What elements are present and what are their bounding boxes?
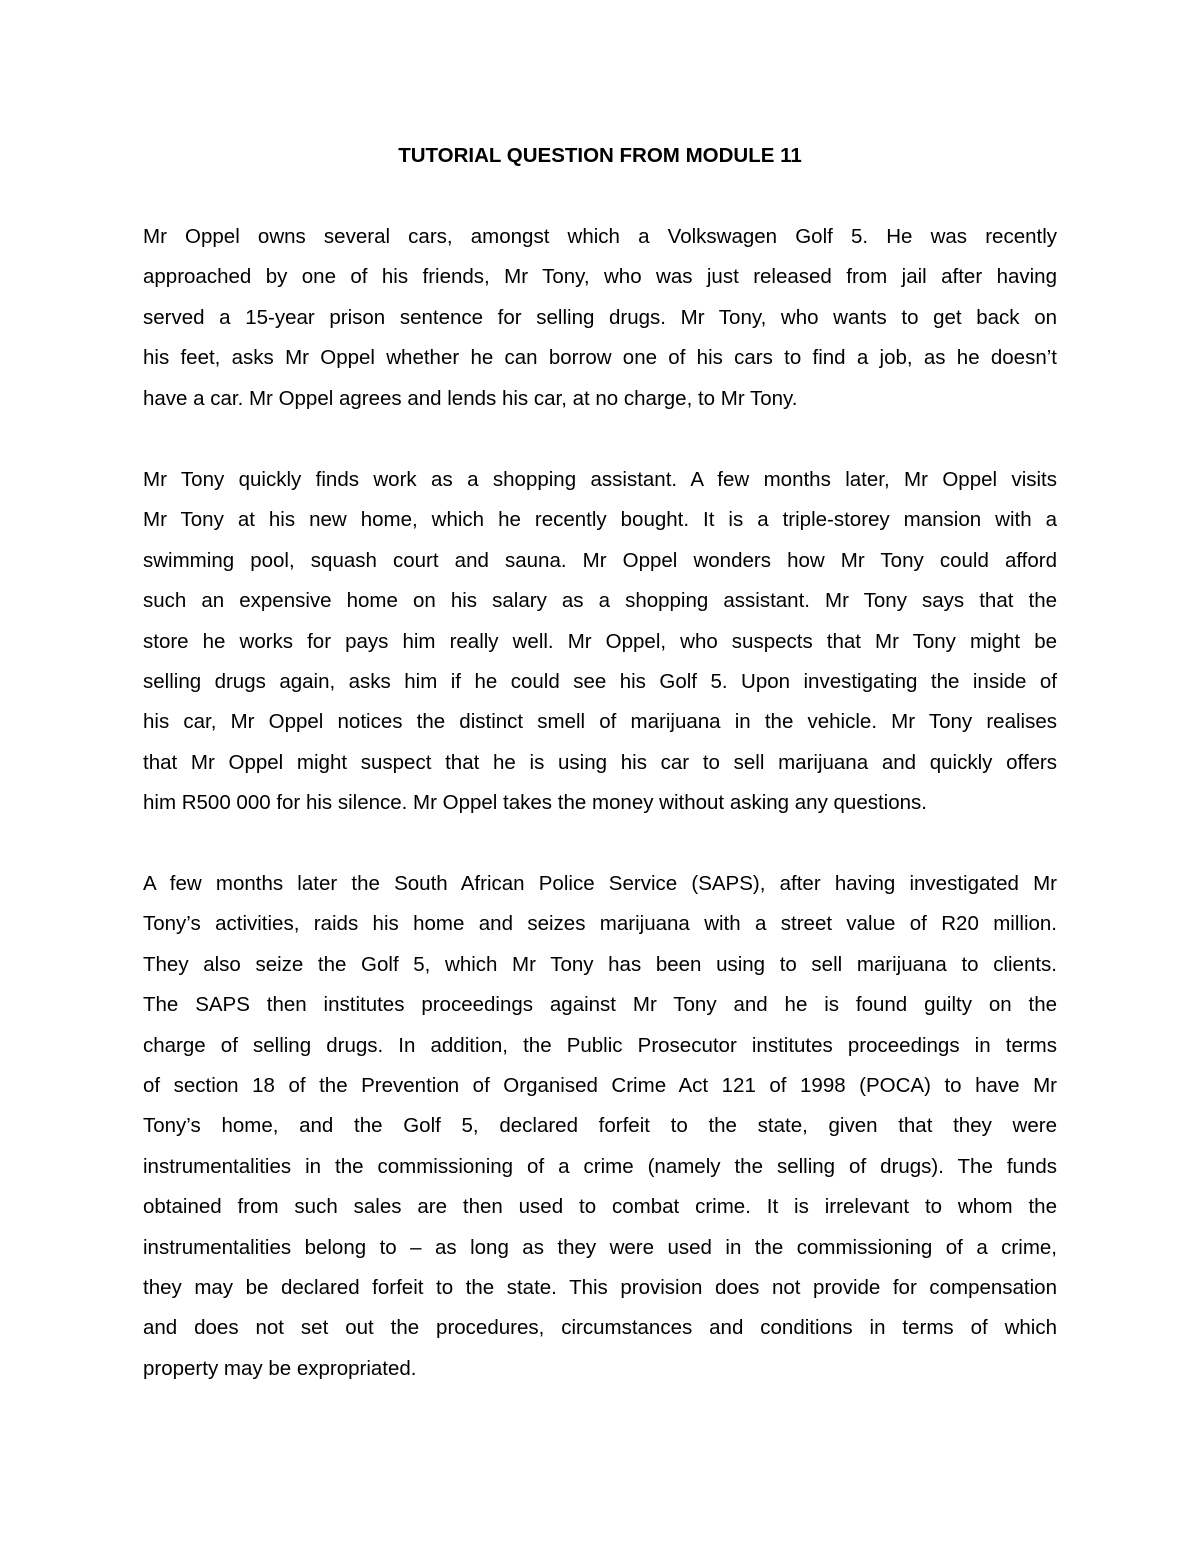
text-line: charge of selling drugs. In addition, the Public Prosecutor institutes proceedings in terms xyxy=(143,1033,1057,1057)
text-line: such an expensive home on his salary as a shopping assistant. Mr Tony says that the xyxy=(143,589,1057,613)
text-line: that Mr Oppel might suspect that he is using his car to sell marijuana and quickly offers xyxy=(143,750,1057,774)
paragraph-3 xyxy=(143,864,1057,1389)
text-line: A few months later the South African Police Service (SAPS), after having investigated Mr xyxy=(143,872,1057,895)
text-line: store he works for pays him really well. Mr Oppel, who suspects that Mr Tony might be xyxy=(143,629,1057,653)
text-line: his car, Mr Oppel notices the distinct smell of marijuana in the vehicle. Mr Tony realises xyxy=(143,710,1057,734)
text-line: have a car. Mr Oppel agrees and lends his car, at no charge, to Mr Tony. xyxy=(143,386,798,410)
text-line: and does not set out the procedures, circumstances and conditions in terms of which xyxy=(143,1316,1057,1340)
text-line: Tony’s home, and the Golf 5, declared forfeit to the state, given that they were xyxy=(143,1114,1057,1138)
text-line: served a 15-year prison sentence for selling drugs. Mr Tony, who wants to get back on xyxy=(143,305,1057,329)
text-line: selling drugs again, asks him if he could see his Golf 5. Upon investigating the inside of xyxy=(143,669,1057,693)
paragraph-2 xyxy=(143,460,1057,824)
text-line: of section 18 of the Prevention of Organised Crime Act 121 of 1998 (POCA) to have Mr xyxy=(143,1073,1057,1097)
paragraph-1 xyxy=(143,217,1057,419)
text-line: his feet, asks Mr Oppel whether he can borrow one of his cars to find a job, as he doesn’t xyxy=(143,346,1057,370)
text-line: instrumentalities belong to – as long as they were used in the commissioning of a crime, xyxy=(143,1235,1057,1259)
text-line: they may be declared forfeit to the state. This provision does not provide for compensation xyxy=(143,1275,1057,1299)
text-line: Mr Tony quickly finds work as a shopping assistant. A few months later, Mr Oppel visits xyxy=(143,468,1057,491)
text-line: property may be expropriated. xyxy=(143,1356,417,1380)
text-line: instrumentalities in the commissioning of a crime (namely the selling of drugs). The funds xyxy=(143,1154,1057,1178)
text-line: The SAPS then institutes proceedings against Mr Tony and he is found guilty on the xyxy=(143,993,1057,1017)
document-title: TUTORIAL QUESTION FROM MODULE 11 xyxy=(398,144,802,167)
text-line: They also seize the Golf 5, which Mr Tony has been using to sell marijuana to clients. xyxy=(143,952,1057,976)
text-line: him R500 000 for his silence. Mr Oppel takes the money without asking any questions. xyxy=(143,791,927,815)
text-line: Tony’s activities, raids his home and seizes marijuana with a street value of R20 million. xyxy=(143,912,1057,936)
text-line: Mr Oppel owns several cars, amongst which a Volkswagen Golf 5. He was recently xyxy=(143,225,1057,248)
text-line: approached by one of his friends, Mr Tony, who was just released from jail after having xyxy=(143,265,1057,289)
text-line: swimming pool, squash court and sauna. Mr Oppel wonders how Mr Tony could afford xyxy=(143,548,1057,572)
text-line: obtained from such sales are then used to combat crime. It is irrelevant to whom the xyxy=(143,1195,1057,1219)
text-line: Mr Tony at his new home, which he recently bought. It is a triple-storey mansion with a xyxy=(143,508,1057,532)
